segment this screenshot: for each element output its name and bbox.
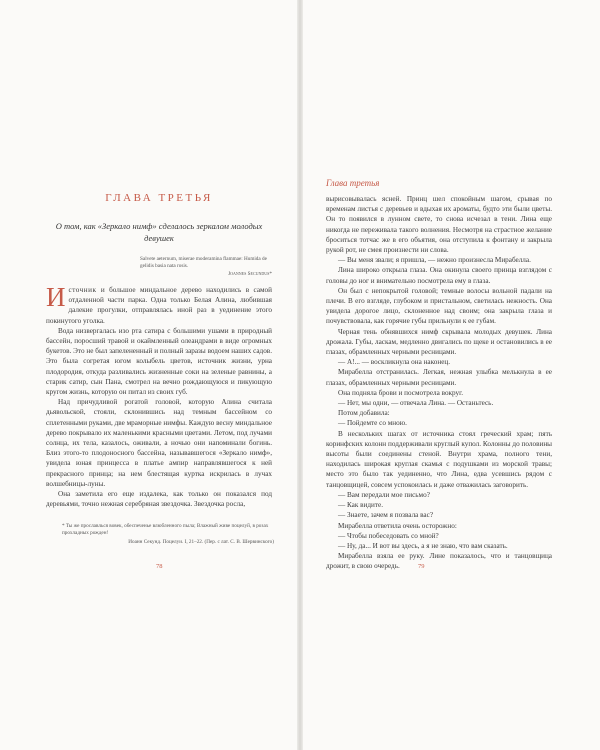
paragraph: В нескольких шагах от источника стоял греческий храм; пять коринфских колонн поддерживали круглый купол. Колонны до половины высоты были соединены стеной. Внутри храма, полного тени, находилась широкая круглая скамья с подушками из морской травы; место это было так уединенно, что Лина, едва усевшись рядом с танцовщицей, совсем успокоилась и даже отважилась заговорить. [326, 429, 552, 489]
paragraph: Он был с непокрытой головой; темные волосы вольной падали на плечи. В его взгляде, глубоком и пристальном, светилась нежность. Она увидела дорогое лицо, склоненное над своим; она закрыла глаза и почувствовала, как горячие губы прильнули к ее губам. [326, 286, 552, 326]
footnote-reference: Иоанн Секунд. Поцелуи. I, 21–22. (Пер. с лат. С. В. Шервинского) [128, 538, 274, 545]
paragraph: — Вам передали мое письмо? [338, 490, 430, 499]
paragraph: Мирабелла взяла ее руку. Лине показалось, что и танцовщица дрожит, в свою очередь. [326, 552, 552, 571]
paragraph: Вода низвергалась изо рта сатира с большими ушами в природный бассейн, поросший травой и окаймленный олеандрами в виде огромных букетов. Это не был запелененный и полный заразы водоем наших садов. Это была согретая югом колыбель цветов, источник жизни, урна плодородия, откуда разливались жизненные соки на зеленые равнины, а старик сатир, сын Пана, смотрел на вечно рождающуюся и пикующую кругом жизнь, которую он питал из своих губ. [46, 326, 272, 397]
paragraph: Черная тень обнявшихся нимф скрывала молодых девушек. Лина дрожала. Губы, ласкам, медленно двигались по щеке и остановились в ее глазах, обрамленных черными ресницами. [326, 327, 552, 357]
footnote [62, 523, 274, 546]
paragraph: Она заметила его еще издалека, как только он показался под деревьями, точно нежная серебряная звездочка. Звездочка росла, [46, 490, 272, 509]
paragraph: Потом добавила: [338, 409, 390, 418]
paragraph: — Ну, да... И вот вы здесь, а я не знаю, что вам сказать. [338, 541, 508, 550]
paragraph: — Нет, мы одни, — отвечала Лина. — Останьтесь. [338, 399, 494, 408]
paragraph: — Знаете, зачем я позвала вас? [338, 511, 434, 520]
book-gutter [297, 0, 303, 750]
paragraph: — А!... — воскликнула она наконец. [338, 358, 451, 367]
paragraph: Она подняла брови и посмотрела вокруг. [338, 388, 464, 397]
drop-cap: И [46, 282, 66, 312]
paragraph: Лина широко открыла глаза. Она окинула своего принца взглядом с головы до ног и внимательно посмотрела ему в глаза. [326, 266, 552, 285]
paragraph: вырисовывалась ясней. Принц шел спокойным шагом, срывая по временам листья с деревьев и вдыхая их ароматы, будто эти были цветы. Он то появился в лунном свете, то снова исчезал в тени. Лина еще никогда не переживала такого волнения. Несмотря на страстное желание броситься тотчас же в его объятия, она отступила к фонтану и закрыла рукой рот, не смея произнести ни слова. [326, 195, 552, 255]
epigraph [140, 256, 272, 279]
left-body-text [46, 282, 272, 509]
paragraph: Над причудливой рогатой головой, которую Алина считала дьявольской, стояли, склонившись над темным бассейном со сплетенными руками, две мраморные нимфы. Каждую весну миндальное дерево покрывало их маленькими красными цветами. Летом, под лучами солнца, их тела, казалось, оживали, а ночью они напоминали богинь. Близ этого-то плодоносного бассейна, называвшегося «Зеркало нимф», увидела юная принцесса в платье ампир направлявшегося к ней прекрасного принца; на нем блестящая куртка искрилась в лучах волшебницы-луны. [46, 398, 272, 488]
paragraph: Мирабелла ответила очень осторожно: [338, 521, 457, 530]
epigraph-author: Joannes Secundus* [228, 271, 272, 278]
paragraph [46, 282, 272, 326]
chapter-title: ГЛАВА ТРЕТЬЯ [105, 192, 213, 204]
lead-word: сточник [68, 286, 97, 294]
paragraph: — Вы меня звали; я пришла, — нежно произнесла Мирабелла. [338, 256, 531, 265]
paragraph: — Чтобы побеседовать со мной? [338, 531, 439, 540]
paragraph-text: и большое миндальное дерево находились в самой отдаленной части парка. Одна только Белая Алина, любившая далекие прогулки, отправлялась иной раз в уединение этого покинутого уголка. [46, 286, 272, 325]
page-number-left: 78 [156, 563, 163, 570]
running-head: Глава третья [326, 178, 380, 188]
paragraph: Мирабелла отстранилась. Легкая, нежная улыбка мелькнула в ее глазах, обрамленных черными ресницами. [326, 368, 552, 387]
chapter-subtitle: О том, как «Зеркало нимф» сделалось зеркалом молодых девушек [55, 221, 263, 243]
right-body-text [326, 194, 552, 572]
paragraph: — Как видите. [338, 501, 384, 510]
right-page [300, 0, 600, 750]
epigraph-text: Salvete aeternum, miserae moderamina flammae: Humida de gelidis basia nata rosis. [140, 256, 267, 270]
page-number-right: 79 [418, 563, 425, 570]
paragraph: — Пойдемте со мною. [338, 419, 407, 428]
footnote-text: * Ты же прославлься вовек, обеспеченье влюбленного пыла; Влажный живе поцелуй, в розах прохладных рожден! [62, 523, 269, 537]
